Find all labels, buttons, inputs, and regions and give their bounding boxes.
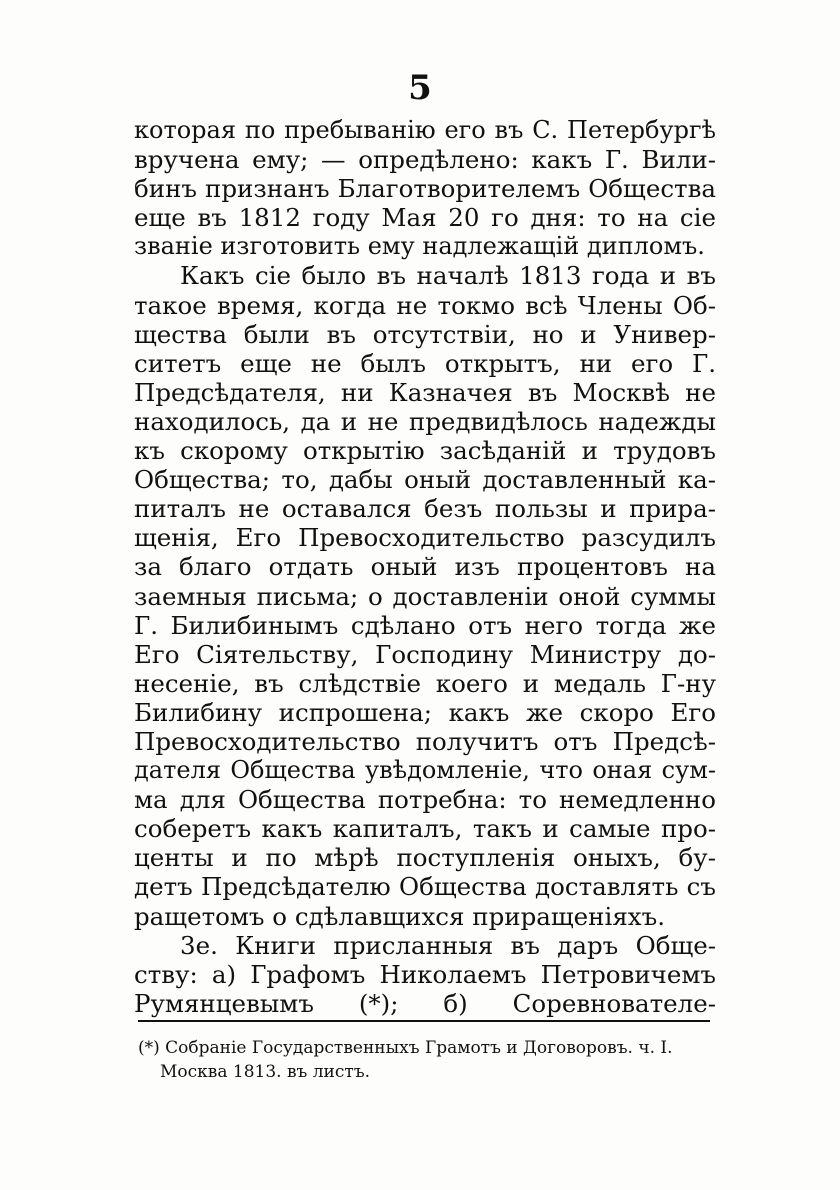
text-line: ситетъ еще не былъ открытъ, ни его Г.	[134, 348, 716, 378]
text-line: находилось, да и не предвидѣлось надежды	[134, 406, 716, 436]
text-line: такое время, когда не токмо всѣ Члены Об-	[134, 290, 716, 320]
text-line: ращетомъ о сдѣлавщихся приращеніяхъ.	[134, 901, 665, 931]
text-line: еще въ 1812 году Мая 20 го дня: то на сіе	[134, 203, 716, 233]
text-line: Превосходительство получитъ отъ Предсѣ-	[134, 726, 716, 756]
text-line: щенія, Его Превосходительство разсудилъ	[134, 523, 716, 553]
text-line: Общества; то, дабы оный доставленный ка-	[134, 465, 716, 495]
page-number: 5	[408, 68, 432, 108]
text-line: ма для Общества потребна: то немедленно	[134, 785, 716, 815]
text-line: которая по пребыванію его въ С. Петербургѣ	[134, 116, 716, 144]
text-line: заемныя письма; о доставленіи оной суммы	[134, 581, 716, 611]
text-line: центы и по мѣрѣ поступленія оныхъ, бу-	[134, 843, 716, 873]
footnote-line-1: (*) Собраніе Государственныхъ Грамотъ и Договоровъ. ч. I.	[138, 1038, 673, 1058]
text-line: детъ Предсѣдателю Общества доставлять съ	[134, 872, 716, 902]
text-line: званіе изготовить ему надлежащій дипломъ.	[134, 232, 705, 261]
text-line: къ скорому открытію засѣданій и трудовъ	[134, 436, 716, 466]
text-line: Предсѣдателя, ни Казначея въ Москвѣ не	[134, 377, 716, 407]
body-text	[134, 116, 716, 1018]
text-line: соберетъ какъ капиталъ, такъ и самые про-	[134, 814, 716, 844]
footnote	[138, 1036, 710, 1084]
text-line: Какъ сіе было въ началѣ 1813 года и въ	[180, 261, 716, 291]
text-line: 3е. Книги присланныя въ даръ Обще-	[180, 930, 716, 960]
text-line: питалъ не оставался безъ пользы и прира-	[134, 494, 716, 524]
text-line: несеніе, въ слѣдствіе коего и медаль Г-ну	[134, 668, 716, 698]
text-line: Г. Билибинымъ сдѣлано отъ него тогда же	[134, 610, 716, 640]
text-line: вручена ему; — опредѣлено: какъ Г. Вили-	[134, 145, 716, 175]
text-line: за благо отдать оный изъ процентовъ на	[134, 552, 716, 582]
text-line: Билибину испрошена; какъ же скоро Его	[134, 697, 716, 727]
footnote-line-2: Москва 1813. въ листъ.	[160, 1062, 371, 1082]
text-line: бинъ признанъ Благотворителемъ Общества	[134, 174, 716, 204]
text-line: ству: а) Графомъ Николаемъ Петровичемъ	[134, 959, 716, 989]
text-line: щества были въ отсутствіи, но и Универ-	[134, 319, 716, 349]
text-line: дателя Общества увѣдомленіе, что оная сум-	[134, 756, 716, 785]
text-line: Румянцевымъ (*); б) Соревнователе-	[134, 988, 716, 1018]
text-line: Его Сіятельству, Господину Министру до-	[134, 639, 716, 669]
footnote-divider	[138, 1020, 710, 1022]
